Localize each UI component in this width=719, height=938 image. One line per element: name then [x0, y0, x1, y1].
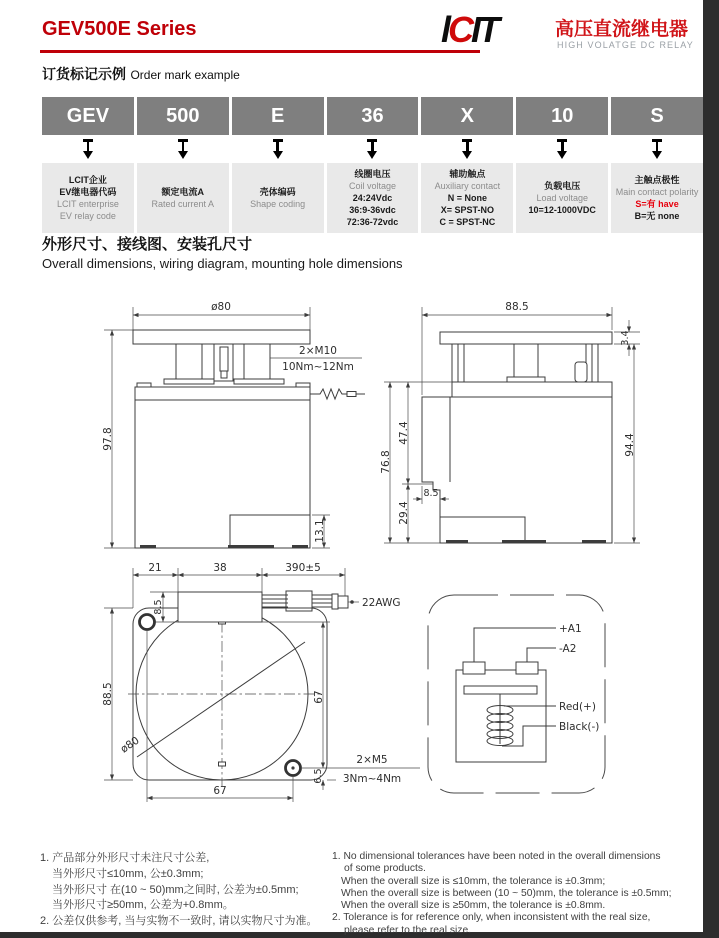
dimensions-heading-cn: 外形尺寸、接线图、安装孔尺寸: [42, 236, 253, 253]
brand-name-cn: 高压直流继电器: [555, 19, 689, 40]
order-desc-contact-polarity: 主触点极性 Main contact polarity S=有 have B=无 none: [611, 163, 703, 233]
order-code-cell: GEV: [42, 97, 134, 135]
dim-label-front-torque: 10Nm~12Nm: [282, 361, 354, 373]
note-line: 当外形尺寸 在(10 ~ 50)mm之间时, 公差为±0.5mm;: [52, 883, 299, 896]
order-code-cell: 500: [137, 97, 229, 135]
dim-label-top-65: 6.5: [313, 768, 324, 784]
down-arrow-icon: [176, 139, 190, 160]
dim-label-wire-gauge: 22AWG: [362, 597, 401, 609]
dim-label-screw: 2×M5: [356, 754, 388, 766]
note-line: When the overall size is ≤10mm, the tolerance is ±0.3mm;: [341, 875, 606, 887]
order-code-cell: S: [611, 97, 703, 135]
dim-label-top-67r: 67: [313, 690, 325, 704]
notes-chinese: [40, 851, 332, 930]
order-code-cell: 36: [327, 97, 419, 135]
top-view-drawing: [102, 562, 420, 802]
dimension-drawings: [0, 290, 719, 850]
order-code-row: [42, 97, 703, 135]
dim-label-side-width: 88.5: [505, 301, 529, 313]
dim-label-front-diameter: ø80: [211, 301, 231, 313]
down-arrow-icon: [271, 139, 285, 160]
order-desc-load-voltage: 负载电压 Load voltage 10=12-1000VDC: [516, 163, 608, 233]
dim-label-top-85: 8.5: [153, 599, 164, 615]
page-title: GEV500E Series: [42, 18, 197, 40]
note-line: When the overall size is ≥50mm, the tolerance is ±0.8mm.: [341, 900, 606, 912]
dim-label-front-step: 13.1: [314, 519, 326, 543]
order-code-cell: E: [232, 97, 324, 135]
notes-english: [332, 851, 704, 937]
brand-name-en: HIGH VOLATGE DC RELAY: [557, 40, 694, 50]
order-desc-shape-coding: 壳体编码 Shape coding: [232, 163, 324, 233]
dim-label-side-lower: 29.4: [398, 501, 410, 525]
order-desc-rated-current: 额定电流A Rated current A: [137, 163, 229, 233]
dim-label-front-bolt: 2×M10: [299, 345, 337, 357]
down-arrow-icon: [460, 139, 474, 160]
note-line: 1. No dimensional tolerances have been noted in the overall dimensions: [332, 851, 661, 862]
dim-label-side-step: 8.5: [423, 488, 439, 499]
down-arrow-icon: [555, 139, 569, 160]
dim-label-front-height: 97.8: [102, 427, 114, 451]
note-line: When the overall size is between (10 ~ 50)mm, the tolerance is ±0.5mm;: [341, 887, 672, 899]
dim-label-side-height: 94.4: [624, 433, 636, 457]
dim-label-side-upper: 47.4: [398, 421, 410, 445]
dim-label-side-flange: 3.4: [620, 330, 631, 346]
note-line: 2. 公差仅供参考, 当与实物不一致时, 请以实物尺寸为准。: [40, 915, 318, 928]
wiring-label-a1: +A1: [559, 623, 582, 635]
order-desc-enterprise: LCIT企业 EV继电器代码 LCIT enterprise EV relay code: [42, 163, 134, 233]
brand-logo: [441, 8, 703, 56]
wiring-label-red: Red(+): [559, 701, 596, 713]
dim-label-top-diameter: ø80: [118, 734, 142, 756]
dim-label-top-885: 88.5: [102, 682, 114, 706]
order-code-cell: 10: [516, 97, 608, 135]
dim-label-top-21: 21: [148, 562, 162, 574]
note-line: 当外形尺寸≥50mm, 公差为+0.8mm。: [52, 899, 234, 912]
down-arrow-icon: [81, 139, 95, 160]
note-line: 当外形尺寸≤10mm, 公±0.3mm;: [52, 867, 204, 880]
side-view-drawing: [380, 301, 640, 544]
order-description-row: [42, 163, 703, 233]
wiring-label-black: Black(-): [559, 721, 600, 733]
order-arrow-row: [42, 139, 703, 160]
dim-label-top-38: 38: [213, 562, 227, 574]
lcit-logo-icon: lCIT: [441, 9, 498, 50]
wiring-label-a2: -A2: [559, 643, 577, 655]
dimensions-heading-en: Overall dimensions, wiring diagram, mounting hole dimensions: [42, 256, 403, 271]
order-mark-heading-cn: 订货标记示例: [42, 66, 126, 82]
note-line: please refer to the real size.: [344, 924, 472, 936]
order-code-cell: X: [421, 97, 513, 135]
order-mark-heading-en: Order mark example: [130, 68, 240, 82]
dim-label-side-body-height: 76.8: [380, 450, 392, 474]
down-arrow-icon: [365, 139, 379, 160]
order-mark-heading: [42, 64, 240, 84]
note-line: 2. Tolerance is for reference only, when inconsistent with the real size,: [332, 912, 651, 924]
note-line: 1. 产品部分外形尺寸未注尺寸公差,: [40, 852, 210, 864]
dim-label-top-67b: 67: [213, 785, 227, 797]
note-line: of some products.: [344, 863, 426, 875]
wiring-diagram: [428, 595, 605, 793]
order-desc-coil-voltage: 线圈电压 Coil voltage 24:24Vdc 36:9-36vdc 72:36-72vdc: [327, 163, 419, 233]
dim-label-top-390: 390±5: [285, 562, 321, 574]
front-view-drawing: [102, 301, 365, 549]
order-desc-aux-contact: 辅助触点 Auxiliary contact N = None X= SPST-NO C = SPST-NC: [421, 163, 513, 233]
title-underline: [40, 50, 480, 53]
dim-label-screw-torque: 3Nm~4Nm: [342, 773, 402, 785]
down-arrow-icon: [650, 139, 664, 160]
